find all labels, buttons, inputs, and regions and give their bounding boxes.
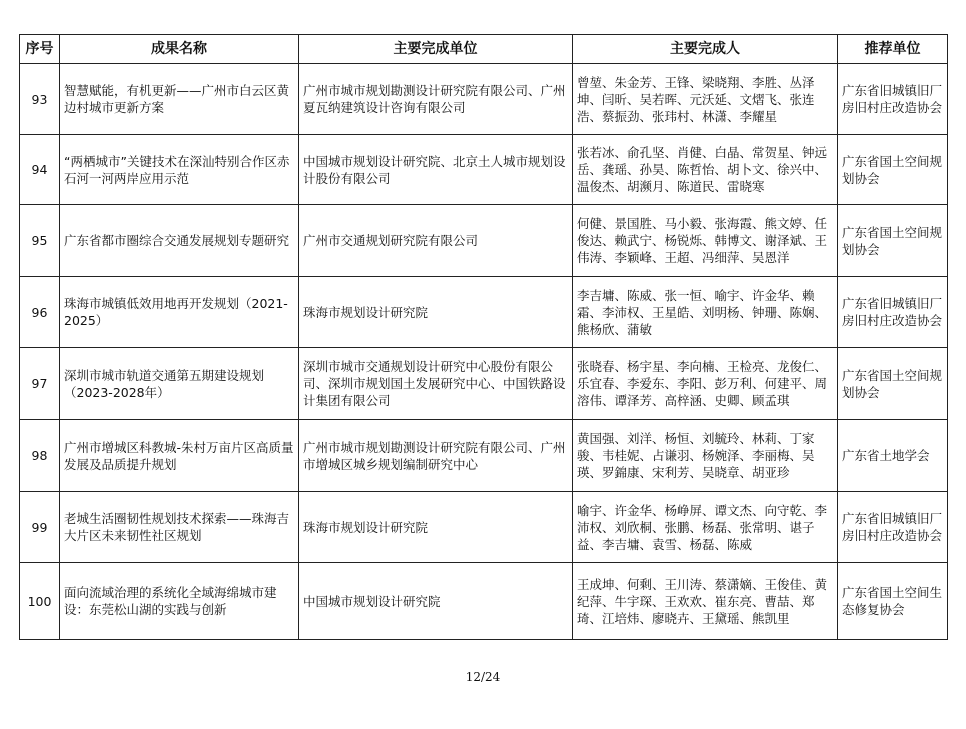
cell-recommender: 广东省旧城镇旧厂房旧村庄改造协会 [838, 64, 948, 135]
cell-unit: 中国城市规划设计研究院 [299, 563, 573, 640]
cell-no: 100 [20, 563, 60, 640]
table-row [20, 348, 948, 420]
cell-no: 95 [20, 205, 60, 277]
cell-recommender: 广东省旧城镇旧厂房旧村庄改造协会 [838, 277, 948, 348]
header-people: 主要完成人 [573, 35, 838, 64]
cell-recommender: 广东省国土空间生态修复协会 [838, 563, 948, 640]
table-row [20, 135, 948, 205]
cell-recommender: 广东省国土空间规划协会 [838, 205, 948, 277]
cell-name: “两栖城市”关键技术在深汕特别合作区赤石河一河两岸应用示范 [60, 135, 299, 205]
cell-name: 深圳市城市轨道交通第五期建设规划（2023-2028年） [60, 348, 299, 420]
cell-recommender: 广东省国土空间规划协会 [838, 348, 948, 420]
cell-people: 何健、景国胜、马小毅、张海霞、熊文婷、任俊达、赖武宁、杨锐烁、韩博文、谢泽斌、王伟涛、李颖峰、王超、冯细萍、吴恩洋 [573, 205, 838, 277]
cell-name: 珠海市城镇低效用地再开发规划（2021-2025） [60, 277, 299, 348]
cell-no: 94 [20, 135, 60, 205]
header-name: 成果名称 [60, 35, 299, 64]
cell-unit: 广州市城市规划勘测设计研究院有限公司、广州市增城区城乡规划编制研究中心 [299, 420, 573, 492]
cell-no: 98 [20, 420, 60, 492]
cell-unit: 珠海市规划设计研究院 [299, 277, 573, 348]
cell-name: 广州市增城区科教城-朱村万亩片区高质量发展及品质提升规划 [60, 420, 299, 492]
table-row [20, 64, 948, 135]
cell-people: 李吉墉、陈威、张一恒、喻宇、许金华、赖霜、李沛权、王星皓、刘明杨、钟珊、陈娴、熊杨欣、蒲敏 [573, 277, 838, 348]
cell-name: 广东省都市圈综合交通发展规划专题研究 [60, 205, 299, 277]
cell-name: 面向流域治理的系统化全域海绵城市建设：东莞松山湖的实践与创新 [60, 563, 299, 640]
table-row [20, 277, 948, 348]
cell-no: 99 [20, 492, 60, 563]
page-number: 12/24 [465, 670, 501, 684]
header-no: 序号 [20, 35, 60, 64]
cell-unit: 广州市交通规划研究院有限公司 [299, 205, 573, 277]
cell-recommender: 广东省土地学会 [838, 420, 948, 492]
header-recommender: 推荐单位 [838, 35, 948, 64]
cell-unit: 珠海市规划设计研究院 [299, 492, 573, 563]
cell-people: 黄国强、刘洋、杨恒、刘毓玲、林莉、丁家骏、韦桂妮、占谦羽、杨婉泽、李丽梅、吴瑛、罗錦康、宋利芳、吴晓章、胡亚珍 [573, 420, 838, 492]
table-row [20, 420, 948, 492]
cell-people: 喻宇、许金华、杨峥屏、谭文杰、向守乾、李沛权、刘欣桐、张鹏、杨磊、张常明、谌子益、李吉墉、袁雪、杨磊、陈威 [573, 492, 838, 563]
cell-no: 96 [20, 277, 60, 348]
cell-people: 张若冰、俞孔坚、肖健、白晶、常贺星、钟远岳、龚瑶、孙昊、陈哲怡、胡卜文、徐兴中、温俊杰、胡濒月、陈道民、雷晓寒 [573, 135, 838, 205]
cell-unit: 中国城市规划设计研究院、北京土人城市规划设计股份有限公司 [299, 135, 573, 205]
cell-no: 93 [20, 64, 60, 135]
cell-unit: 深圳市城市交通规划设计研究中心股份有限公司、深圳市规划国土发展研究中心、中国铁路设计集团有限公司 [299, 348, 573, 420]
table-row [20, 205, 948, 277]
cell-no: 97 [20, 348, 60, 420]
cell-name: 老城生活圈韧性规划技术探索——珠海吉大片区未来韧性社区规划 [60, 492, 299, 563]
cell-people: 张晓春、杨宇星、李向楠、王检亮、龙俊仁、乐宜春、李爱东、李阳、彭万利、何建平、周溶伟、谭泽芳、高梓涵、史卿、顾孟琪 [573, 348, 838, 420]
cell-people: 王成坤、何剩、王川涛、蔡潇嫡、王俊佳、黄纪萍、牛宇琛、王欢欢、崔东亮、曹喆、郑琦、江培炜、廖晓卉、王黛瑶、熊凯里 [573, 563, 838, 640]
table-row [20, 492, 948, 563]
cell-people: 曾堃、朱金芳、王锋、梁晓翔、李胜、丛泽坤、闫昕、吴若晖、元沃延、文熠飞、张连浩、蔡振劲、张玮村、林潇、李耀星 [573, 64, 838, 135]
cell-recommender: 广东省国土空间规划协会 [838, 135, 948, 205]
table-row [20, 563, 948, 640]
table-header-row [20, 35, 948, 64]
cell-name: 智慧赋能，有机更新——广州市白云区黄边村城市更新方案 [60, 64, 299, 135]
results-table [19, 34, 948, 640]
cell-recommender: 广东省旧城镇旧厂房旧村庄改造协会 [838, 492, 948, 563]
cell-unit: 广州市城市规划勘测设计研究院有限公司、广州夏瓦纳建筑设计咨询有限公司 [299, 64, 573, 135]
header-unit: 主要完成单位 [299, 35, 573, 64]
